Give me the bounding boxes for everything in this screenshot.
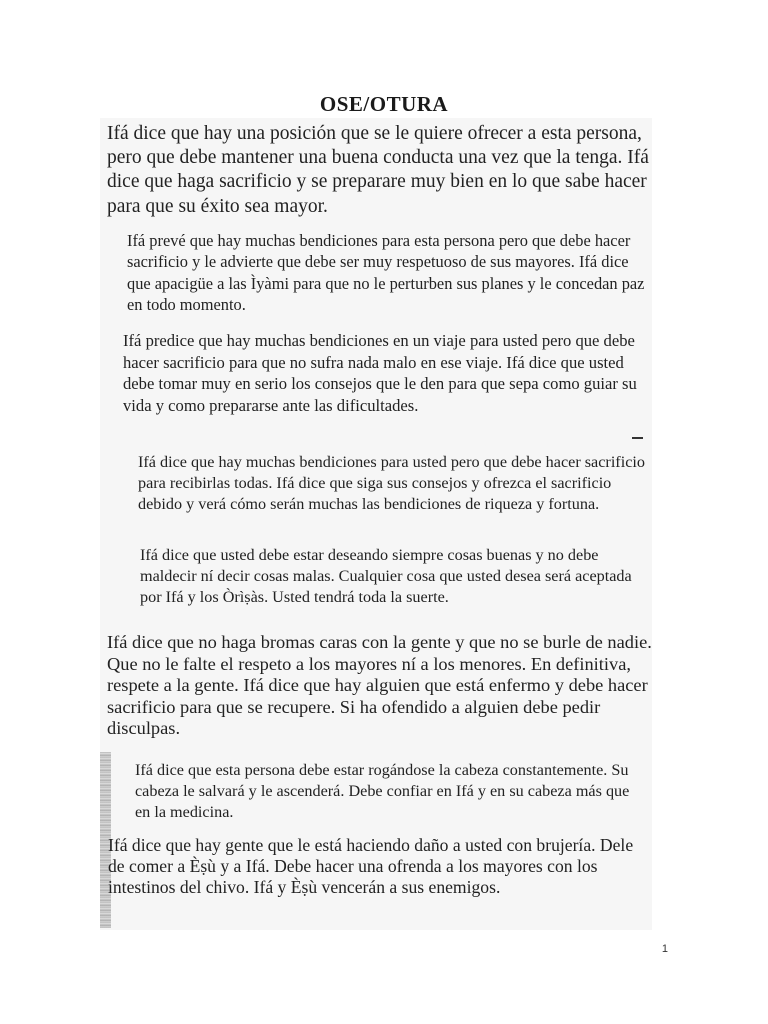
paragraph-5: Ifá dice que usted debe estar deseando siempre cosas buenas y no debe maldecir ní decir cosas malas. Cualquier cosa que usted desea será aceptada por Ifá y los Òrìṣàs. Usted tendrá toda la suerte. bbox=[140, 546, 632, 607]
paragraph-7: Ifá dice que esta persona debe estar rogándose la cabeza constantemente. Su cabeza le salvará y le ascenderá. Debe confiar en Ifá y en su cabeza más que en la medicina. bbox=[135, 761, 630, 822]
scan-mark bbox=[632, 437, 643, 439]
paragraph-1: Ifá dice que hay una posición que se le quiere ofrecer a esta persona, pero que debe mantener una buena conducta una vez que la tenga. Ifá dice que haga sacrificio y se preparare muy bien en lo que sabe hacer para que su éxito sea mayor. bbox=[107, 123, 649, 217]
paragraph-8: Ifá dice que hay gente que le está haciendo daño a usted con brujería. Dele de comer a Èṣù y a Ifá. Debe hacer una ofrenda a los mayores con los intestinos del chivo. Ifá y Èṣù vencerán a sus enemigos. bbox=[108, 835, 634, 898]
paragraph-3: Ifá predice que hay muchas bendiciones en un viaje para usted pero que debe hacer sacrificio para que no sufra nada malo en ese viaje. Ifá dice que usted debe tomar muy en serio los consejos que le den para que sepa como guiar su vida y como prepararse ante las dificultades. bbox=[123, 331, 637, 415]
paragraph-2: Ifá prevé que hay muchas bendiciones para esta persona pero que debe hacer sacrificio y le advierte que debe ser muy respetuoso de sus mayores. Ifá dice que apacigüe a las Ìyàmi para que no le perturben sus planes y le concedan paz en todo momento. bbox=[127, 231, 645, 314]
paragraph-4: Ifá dice que hay muchas bendiciones para usted pero que debe hacer sacrificio para recibirlas todas. Ifá dice que siga sus consejos y ofrezca el sacrificio debido y verá cómo serán muchas las bendiciones de riqueza y fortuna. bbox=[138, 453, 645, 514]
paragraph-6: Ifá dice que no haga bromas caras con la gente y que no se burle de nadie. Que no le falte el respeto a los mayores ní a los menores. En definitiva, respete a la gente. Ifá dice que hay alguien que está enfermo y debe hacer sacrificio para que se recupere. Si ha ofendido a alguien debe pedir disculpas. bbox=[107, 632, 652, 739]
page-number: 1 bbox=[661, 943, 668, 955]
document-title: OSE/OTURA bbox=[319, 92, 449, 116]
